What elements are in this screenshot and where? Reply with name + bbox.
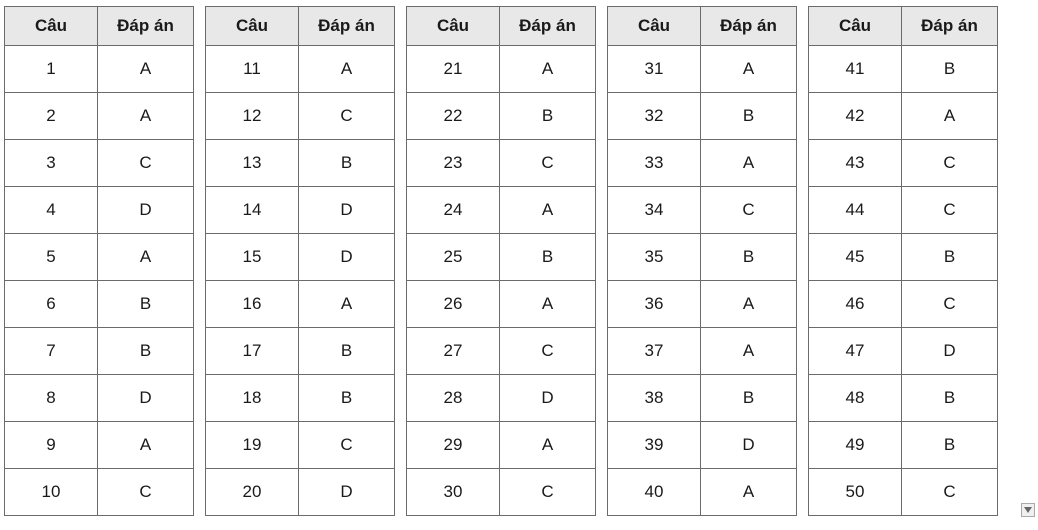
question-number: 28 [407, 375, 500, 422]
answer-value: D [299, 187, 395, 234]
question-number: 8 [5, 375, 98, 422]
question-number: 37 [608, 328, 701, 375]
answer-value: C [299, 93, 395, 140]
answer-value: B [299, 375, 395, 422]
table-row [5, 234, 194, 281]
table-row [407, 281, 596, 328]
table-row [206, 187, 395, 234]
answer-value: A [902, 93, 998, 140]
table-header-row [809, 7, 998, 46]
answer-value: B [98, 281, 194, 328]
table-row [608, 422, 797, 469]
answer-value: A [98, 46, 194, 93]
column-header-question: Câu [407, 7, 500, 46]
table-row [608, 93, 797, 140]
question-number: 7 [5, 328, 98, 375]
table-row [407, 234, 596, 281]
answer-value: C [902, 469, 998, 516]
table-row [407, 328, 596, 375]
answer-value: B [701, 234, 797, 281]
table-row [809, 234, 998, 281]
question-number: 16 [206, 281, 299, 328]
answer-value: B [902, 46, 998, 93]
question-number: 26 [407, 281, 500, 328]
answer-value: A [500, 422, 596, 469]
question-number: 50 [809, 469, 902, 516]
answer-value: B [98, 328, 194, 375]
answer-value: A [701, 328, 797, 375]
table-row [407, 469, 596, 516]
answer-value: C [299, 422, 395, 469]
answer-table [808, 6, 998, 516]
scroll-down-button[interactable] [1021, 503, 1035, 517]
question-number: 44 [809, 187, 902, 234]
question-number: 35 [608, 234, 701, 281]
table-header-row [5, 7, 194, 46]
column-header-question: Câu [608, 7, 701, 46]
table-row [5, 469, 194, 516]
table-row [5, 93, 194, 140]
table-row [206, 469, 395, 516]
table-row [407, 375, 596, 422]
question-number: 22 [407, 93, 500, 140]
answer-value: C [500, 469, 596, 516]
answer-value: B [500, 234, 596, 281]
question-number: 48 [809, 375, 902, 422]
table-row [407, 187, 596, 234]
answer-value: A [98, 234, 194, 281]
answer-value: B [701, 93, 797, 140]
table-header-row [407, 7, 596, 46]
question-number: 33 [608, 140, 701, 187]
answer-value: C [701, 187, 797, 234]
chevron-down-icon [1024, 507, 1032, 513]
table-row [608, 234, 797, 281]
answer-value: B [902, 375, 998, 422]
table-row [608, 375, 797, 422]
column-header-answer: Đáp án [701, 7, 797, 46]
answer-value: B [500, 93, 596, 140]
question-number: 13 [206, 140, 299, 187]
question-number: 39 [608, 422, 701, 469]
answer-value: A [98, 93, 194, 140]
table-row [206, 140, 395, 187]
column-header-answer: Đáp án [902, 7, 998, 46]
question-number: 43 [809, 140, 902, 187]
answer-value: A [701, 140, 797, 187]
answer-value: A [98, 422, 194, 469]
answer-table [205, 6, 395, 516]
question-number: 10 [5, 469, 98, 516]
table-header-row [206, 7, 395, 46]
table-row [5, 281, 194, 328]
column-header-answer: Đáp án [98, 7, 194, 46]
table-row [809, 187, 998, 234]
question-number: 38 [608, 375, 701, 422]
question-number: 45 [809, 234, 902, 281]
question-number: 23 [407, 140, 500, 187]
answer-value: C [902, 140, 998, 187]
question-number: 18 [206, 375, 299, 422]
question-number: 49 [809, 422, 902, 469]
question-number: 12 [206, 93, 299, 140]
table-row [407, 46, 596, 93]
question-number: 40 [608, 469, 701, 516]
answer-value: C [902, 187, 998, 234]
answer-value: D [98, 375, 194, 422]
column-header-question: Câu [809, 7, 902, 46]
question-number: 25 [407, 234, 500, 281]
table-row [5, 375, 194, 422]
answer-value: D [701, 422, 797, 469]
answer-value: B [902, 422, 998, 469]
table-row [206, 375, 395, 422]
table-row [608, 281, 797, 328]
table-row [206, 234, 395, 281]
answer-value: D [98, 187, 194, 234]
table-row [206, 328, 395, 375]
question-number: 9 [5, 422, 98, 469]
question-number: 3 [5, 140, 98, 187]
answer-value: B [902, 234, 998, 281]
answer-table [406, 6, 596, 516]
question-number: 27 [407, 328, 500, 375]
question-number: 20 [206, 469, 299, 516]
table-row [407, 140, 596, 187]
question-number: 24 [407, 187, 500, 234]
answer-value: D [902, 328, 998, 375]
question-number: 15 [206, 234, 299, 281]
question-number: 34 [608, 187, 701, 234]
table-row [206, 281, 395, 328]
table-row [5, 187, 194, 234]
question-number: 30 [407, 469, 500, 516]
table-row [809, 93, 998, 140]
question-number: 29 [407, 422, 500, 469]
answer-value: A [500, 281, 596, 328]
question-number: 17 [206, 328, 299, 375]
table-row [809, 422, 998, 469]
question-number: 46 [809, 281, 902, 328]
table-row [809, 469, 998, 516]
answer-value: A [500, 46, 596, 93]
column-header-question: Câu [206, 7, 299, 46]
question-number: 21 [407, 46, 500, 93]
table-row [608, 46, 797, 93]
question-number: 47 [809, 328, 902, 375]
question-number: 36 [608, 281, 701, 328]
table-row [5, 46, 194, 93]
table-row [809, 375, 998, 422]
answer-value: C [98, 469, 194, 516]
column-header-answer: Đáp án [299, 7, 395, 46]
question-number: 6 [5, 281, 98, 328]
answer-value: A [701, 469, 797, 516]
question-number: 5 [5, 234, 98, 281]
table-row [206, 93, 395, 140]
table-row [809, 140, 998, 187]
answer-value: C [98, 140, 194, 187]
answer-value: C [500, 328, 596, 375]
table-row [206, 422, 395, 469]
table-row [608, 140, 797, 187]
table-row [608, 328, 797, 375]
question-number: 32 [608, 93, 701, 140]
answer-value: A [701, 46, 797, 93]
table-row [407, 93, 596, 140]
answer-value: B [299, 140, 395, 187]
question-number: 41 [809, 46, 902, 93]
table-row [809, 328, 998, 375]
question-number: 14 [206, 187, 299, 234]
table-row [809, 281, 998, 328]
answer-table [4, 6, 194, 516]
table-row [809, 46, 998, 93]
answer-value: B [701, 375, 797, 422]
table-row [608, 469, 797, 516]
answer-value: B [299, 328, 395, 375]
answer-value: D [299, 469, 395, 516]
column-header-question: Câu [5, 7, 98, 46]
table-row [5, 422, 194, 469]
question-number: 4 [5, 187, 98, 234]
question-number: 31 [608, 46, 701, 93]
question-number: 42 [809, 93, 902, 140]
table-row [5, 328, 194, 375]
table-row [608, 187, 797, 234]
table-row [407, 422, 596, 469]
answer-value: C [500, 140, 596, 187]
question-number: 1 [5, 46, 98, 93]
answer-value: A [299, 281, 395, 328]
answer-value: A [701, 281, 797, 328]
question-number: 2 [5, 93, 98, 140]
answer-value: A [500, 187, 596, 234]
answer-table [607, 6, 797, 516]
table-row [206, 46, 395, 93]
answer-value: D [500, 375, 596, 422]
answer-value: A [299, 46, 395, 93]
answer-value: C [902, 281, 998, 328]
table-row [5, 140, 194, 187]
question-number: 11 [206, 46, 299, 93]
question-number: 19 [206, 422, 299, 469]
answer-value: D [299, 234, 395, 281]
table-header-row [608, 7, 797, 46]
column-header-answer: Đáp án [500, 7, 596, 46]
